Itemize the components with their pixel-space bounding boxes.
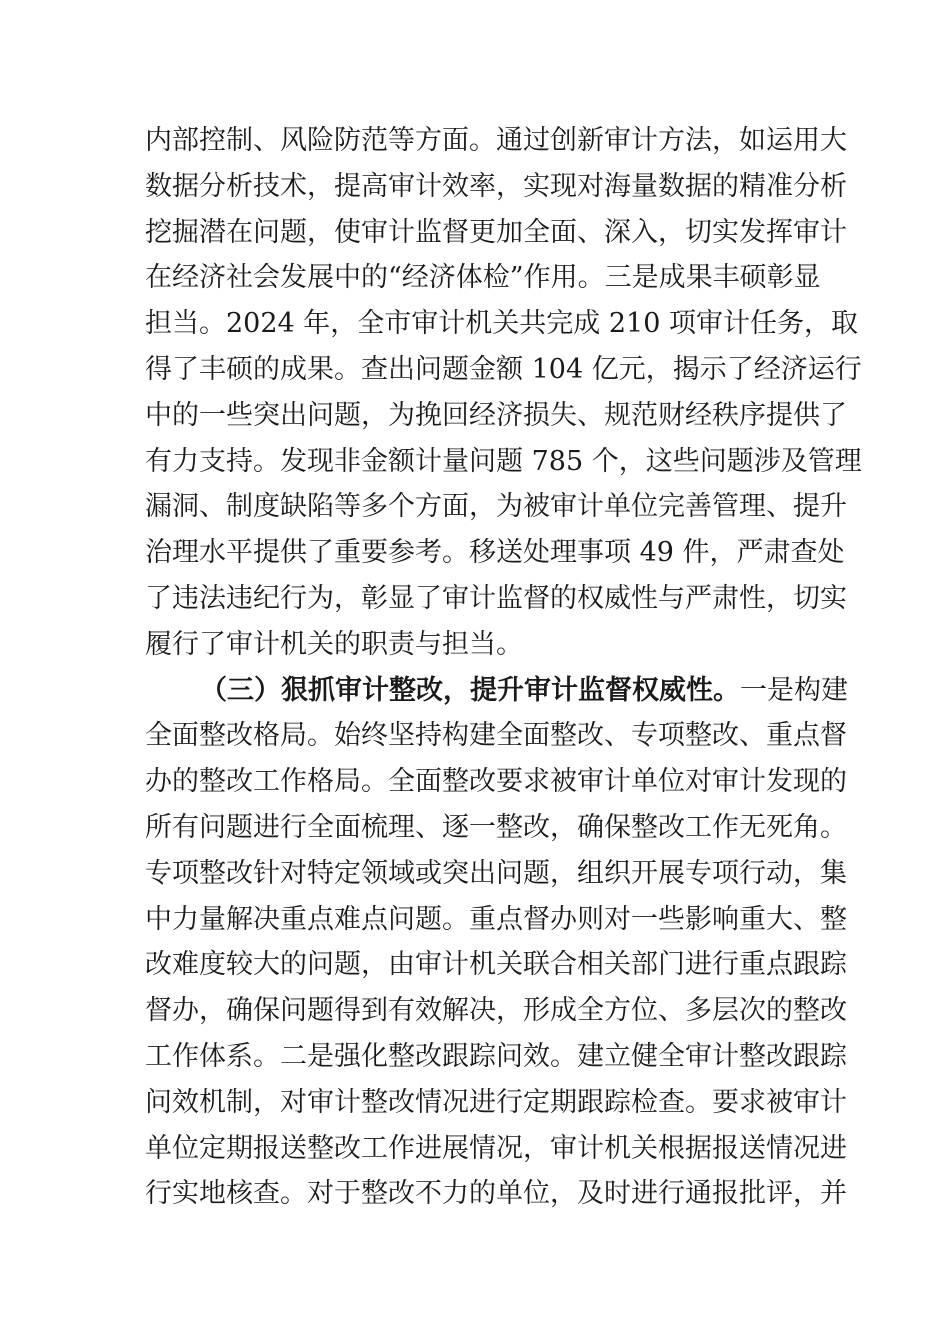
text-span: 一是构建 (740, 674, 848, 706)
text-line: 全面整改格局。始终坚持构建全面整改、专项整改、重点督 (145, 720, 847, 752)
text-line: 履行了审计机关的职责与担当。 (145, 628, 523, 660)
text-line: 中的一些突出问题，为挽回经济损失、规范财经秩序提供了 (145, 399, 847, 431)
text-line: 内部控制、风险防范等方面。通过创新审计方法，如运用大 (145, 125, 847, 156)
text-line: 数据分析技术，提高审计效率，实现对海量数据的精准分析 (145, 170, 847, 202)
text-line: 所有问题进行全面梳理、逐一整改，确保整改工作无死角。 (145, 811, 847, 843)
text-line: 工作体系。二是强化整改跟踪问效。建立健全审计整改跟踪 (145, 1040, 847, 1072)
paragraph-2 (145, 668, 848, 1218)
text-line: 担当。2024 年，全市审计机关共完成 210 项审计任务，取 (145, 308, 858, 340)
text-line: 行实地核查。对于整改不力的单位，及时进行通报批评，并 (145, 1178, 847, 1210)
text-line: 专项整改针对特定领域或突出问题，组织开展专项行动，集 (145, 857, 847, 889)
text-line: 得了丰硕的成果。查出问题金额 104 亿元，揭示了经济运行 (145, 353, 862, 385)
text-line: 单位定期报送整改工作进展情况，审计机关根据报送情况进 (145, 1132, 847, 1164)
document-body (145, 118, 862, 1217)
section-heading: （三）狠抓审计整改，提升审计监督权威性。 (200, 674, 740, 706)
text-line: 中力量解决重点难点问题。重点督办则对一些影响重大、整 (145, 903, 847, 935)
paragraph-first-line (145, 668, 848, 714)
text-line: 督办，确保问题得到有效解决，形成全方位、多层次的整改 (145, 995, 847, 1027)
text-line: 有力支持。发现非金额计量问题 785 个，这些问题涉及管理 (145, 445, 862, 477)
text-line: 漏洞、制度缺陷等多个方面，为被审计单位完善管理、提升 (145, 491, 847, 523)
paragraph-1 (145, 118, 862, 668)
text-line: 改难度较大的问题，由审计机关联合相关部门进行重点跟踪 (145, 949, 847, 981)
text-line: 治理水平提供了重要参考。移送处理事项 49 件，严肃查处 (145, 537, 845, 569)
text-line: 挖掘潜在问题，使审计监督更加全面、深入，切实发挥审计 (145, 216, 847, 248)
text-line: 在经济社会发展中的“经济体检”作用。三是成果丰硕彰显 (145, 262, 821, 294)
text-line: 了违法违纪行为，彰显了审计监督的权威性与严肃性，切实 (145, 582, 847, 614)
text-line: 问效机制，对审计整改情况进行定期跟踪检查。要求被审计 (145, 1086, 847, 1118)
text-line: 办的整改工作格局。全面整改要求被审计单位对审计发现的 (145, 766, 847, 798)
